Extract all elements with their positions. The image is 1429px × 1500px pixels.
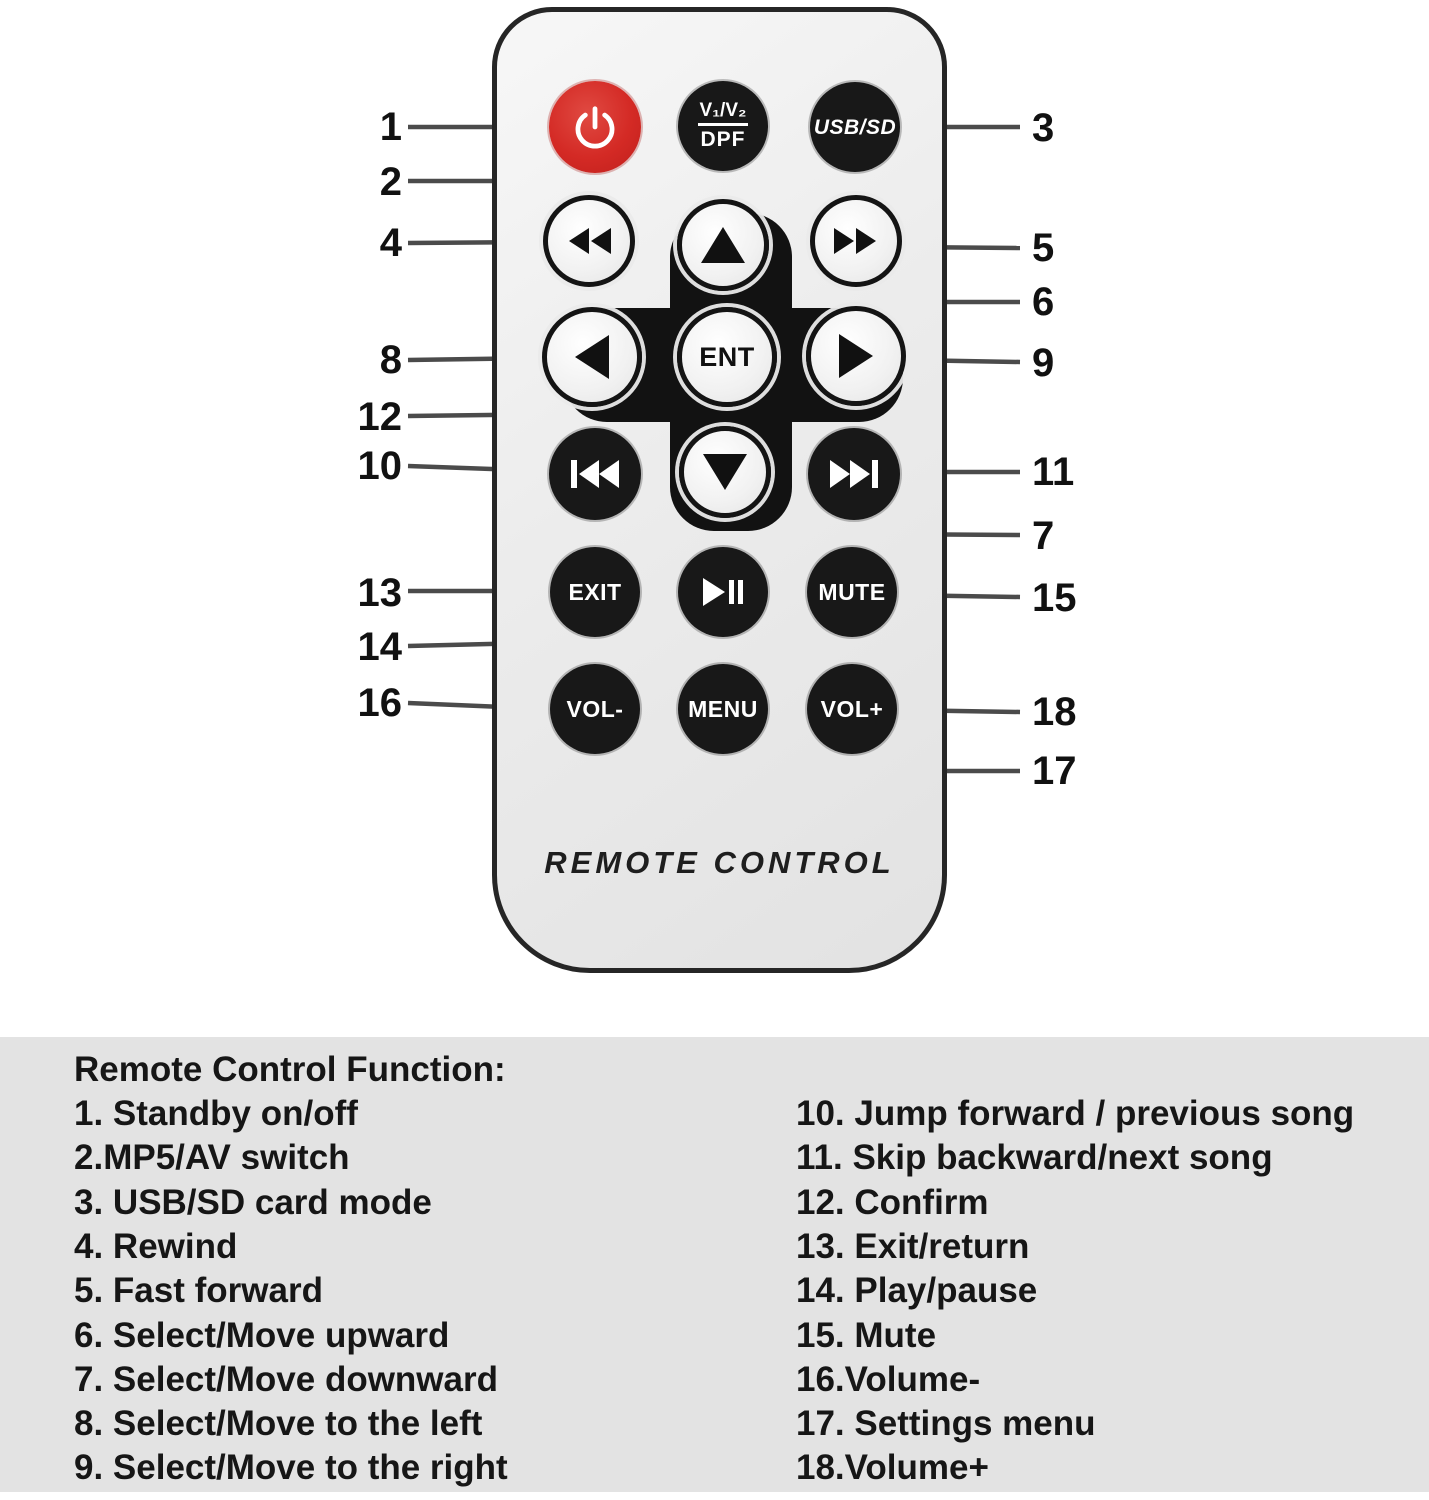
menu-button[interactable] [678,664,768,754]
legend-item-13: 13. Exit/return [796,1226,1030,1266]
callout-number-15: 15 [1032,576,1077,620]
callout-number-2: 2 [379,160,402,204]
callout-number-7: 7 [1032,514,1055,558]
usb-sd-label: USB/SD [813,115,897,139]
legend-item-16: 16.Volume- [796,1359,981,1399]
down-arrow-icon [703,454,747,490]
menu-label: MENU [688,695,758,722]
fast-forward-button[interactable] [810,195,902,287]
rewind-button[interactable] [543,195,635,287]
volume-down-label: VOL- [566,695,624,722]
rewind-icon [567,228,611,254]
legend-item-1: 1. Standby on/off [74,1094,358,1133]
play-pause-icon [703,578,743,606]
callout-number-8: 8 [379,338,402,382]
callout-number-16: 16 [357,681,402,725]
power-button[interactable] [549,81,641,173]
volume-up-label: VOL+ [820,695,884,722]
exit-label: EXIT [568,578,622,605]
ent-label: ENT [699,341,755,372]
volume-down-button[interactable] [550,664,640,754]
callout-number-9: 9 [1032,341,1055,385]
play-pause-button[interactable] [678,547,768,637]
source-switch-label-top: V₁/V₂ [698,101,749,127]
legend-item-18: 18.Volume+ [796,1448,989,1488]
left-button[interactable] [542,307,642,407]
callout-number-11: 11 [1032,450,1075,494]
source-switch-label-bottom: DPF [700,128,746,152]
volume-up-button[interactable] [807,664,897,754]
fast-forward-icon [834,228,878,254]
callout-number-5: 5 [1032,226,1055,270]
legend-item-12: 12. Confirm [796,1182,989,1222]
legend-item-2: 2.MP5/AV switch [74,1138,350,1178]
down-button[interactable] [679,426,771,518]
legend-panel [0,1037,1429,1492]
callout-number-18: 18 [1032,690,1077,734]
next-track-icon [830,460,878,488]
callout-number-1: 1 [379,105,402,149]
left-arrow-icon [575,335,609,379]
legend-item-9: 9. Select/Move to the right [74,1448,508,1488]
legend-item-17: 17. Settings menu [796,1404,1096,1444]
callout-number-4: 4 [379,221,402,265]
previous-track-button[interactable] [549,428,641,520]
right-arrow-icon [839,334,873,378]
mute-button[interactable] [807,547,897,637]
legend-item-6: 6. Select/Move upward [74,1315,450,1355]
callout-number-3: 3 [1032,106,1055,150]
right-button[interactable] [806,306,906,406]
exit-button[interactable] [550,547,640,637]
ent-button[interactable] [677,307,777,407]
up-arrow-icon [701,227,745,263]
callout-number-6: 6 [1032,280,1055,324]
legend-item-4: 4. Rewind [74,1226,238,1266]
legend-item-10: 10. Jump forward / previous song [796,1094,1355,1133]
legend-item-14: 14. Play/pause [796,1271,1038,1311]
callout-number-13: 13 [357,571,402,615]
up-button[interactable] [677,199,769,291]
legend-item-8: 8. Select/Move to the left [74,1404,483,1444]
remote-brand-text: REMOTE CONTROL [544,845,895,880]
usb-sd-button[interactable] [810,82,900,172]
legend-item-3: 3. USB/SD card mode [74,1182,432,1222]
legend-item-15: 15. Mute [796,1315,937,1355]
callout-number-10: 10 [357,444,402,488]
legend-item-7: 7. Select/Move downward [74,1359,498,1399]
power-icon [570,102,620,152]
legend-title: Remote Control Function: [74,1050,506,1089]
mute-label: MUTE [818,578,886,605]
callout-number-12: 12 [357,395,402,439]
callout-number-17: 17 [1032,749,1077,793]
previous-track-icon [571,460,619,488]
legend-item-5: 5. Fast forward [74,1271,323,1311]
legend-item-11: 11. Skip backward/next song [796,1138,1273,1178]
source-switch-button[interactable] [678,81,768,171]
next-track-button[interactable] [808,428,900,520]
callout-number-14: 14 [357,625,402,669]
